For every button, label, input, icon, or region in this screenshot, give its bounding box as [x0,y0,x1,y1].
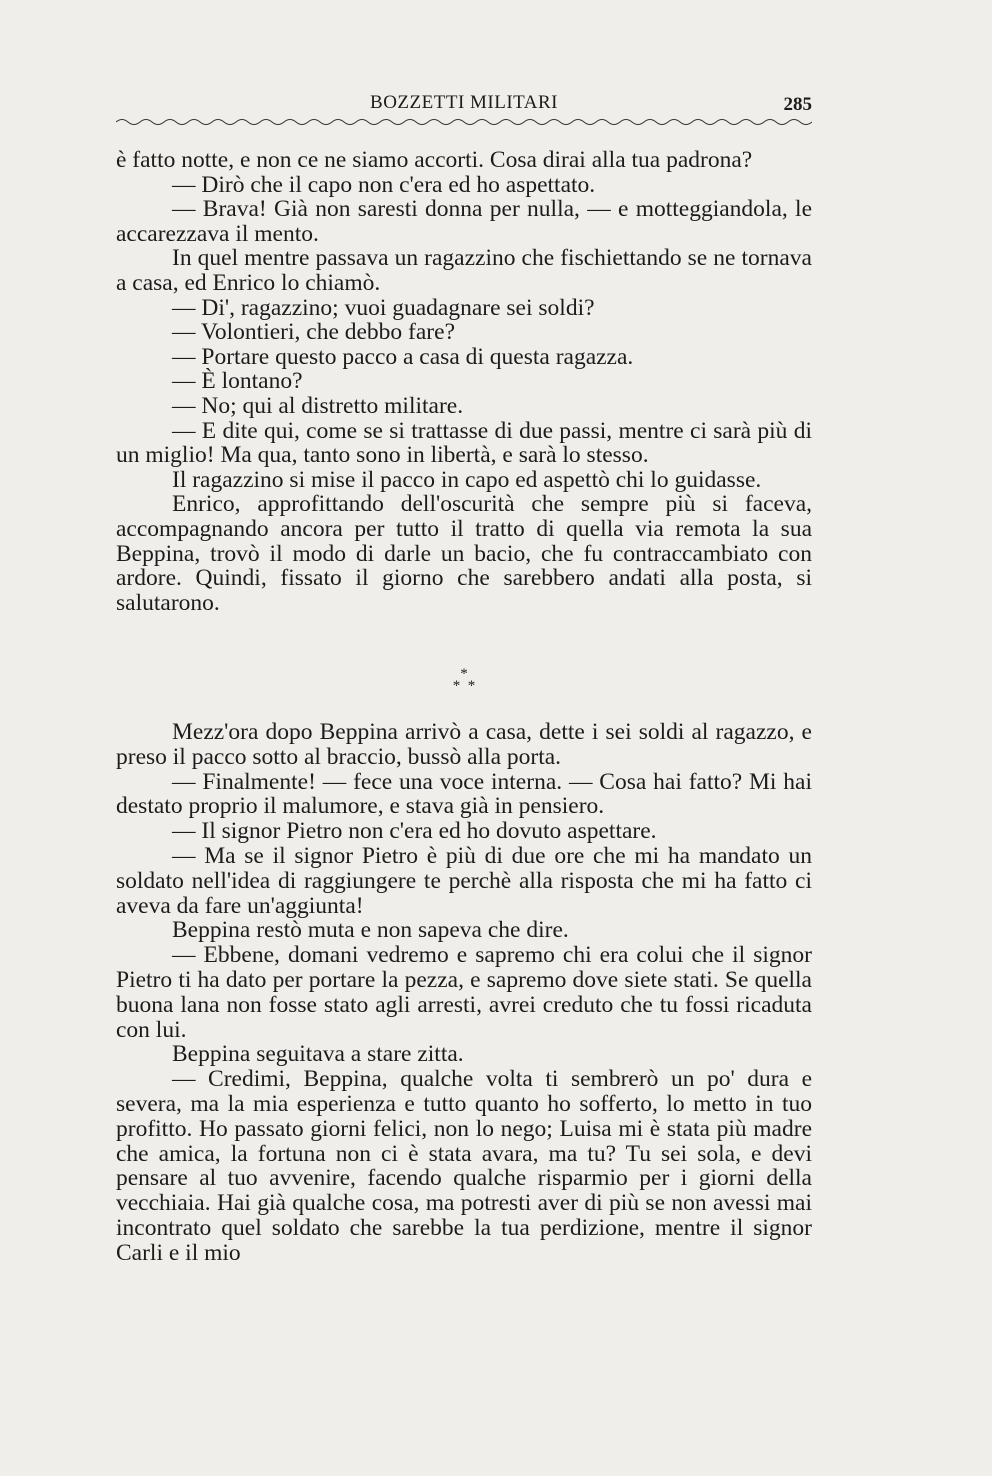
body-text-part2 [116,720,812,1266]
paragraph: — Portare questo pacco a casa di questa ragazza. [172,343,634,370]
page-number: 285 [783,94,812,115]
paragraph: — Dirò che il capo non c'era ed ho aspettato. [172,171,596,198]
paragraph: — Ebbene, domani vedremo e sapremo chi era colui che il signor Pietro ti ha dato per portare la pezza, e sapremo dove siete stati. Se quella buona lana non fosse stato agli arresti, avrei creduto che tu fossi ricaduta con lui. [116,942,812,1043]
body-text-part1 [116,148,812,615]
paragraph: — Volontieri, che debbo fare? [172,319,455,346]
running-title: BOZZETTI MILITARI [370,92,558,113]
paragraph: — È lontano? [172,368,303,395]
paragraph: — Finalmente! — fece una voce interna. — Cosa hai fatto? Mi hai destato proprio il malumore, e stava già in pensiero. [116,768,812,820]
paragraph: — Di', ragazzino; vuoi guadagnare sei soldi? [172,294,595,321]
header-wavy-rule [116,116,812,126]
asterism-bottom: * * [452,678,476,694]
paragraph: In quel mentre passava un ragazzino che fischiettando se ne tornava a casa, ed Enrico lo chiamò. [116,245,812,296]
paragraph: — Il signor Pietro non c'era ed ho dovuto aspettare. [172,818,657,845]
paragraph: Mezz'ora dopo Beppina arrivò a casa, dette i sei soldi al ragazzo, e preso il pacco sotto al braccio, bussò alla porta. [116,719,812,770]
paragraph: è fatto notte, e non ce ne siamo accorti. Cosa dirai alla tua padrona? [116,147,753,173]
section-separator [116,668,812,708]
paragraph: — No; qui al distretto militare. [172,392,464,419]
paragraph: Enrico, approfittando dell'oscurità che sempre più si faceva, accompagnando ancora per tutto il tratto di quella via remota la sua Beppina, trovò il modo di darle un bacio, che fu contraccambiato con ardore. Quindi, fissato il giorno che sarebbero andati alla posta, si salutarono. [116,491,812,616]
paragraph: — E dite qui, come se si trattasse di due passi, mentre ci sarà più di un miglio! Ma qua, tanto sono in libertà, e sarà lo stesso. [116,417,812,469]
paragraph: Il ragazzino si mise il pacco in capo ed aspettò chi lo guidasse. [172,466,762,493]
paragraph: — Ma se il signor Pietro è più di due ore che mi ha mandato un soldato nell'idea di raggiungere te perchè alla risposta che mi ha fatto ci aveva da fare un'aggiunta! [116,842,812,919]
asterism-top: * [460,666,468,682]
paragraph: — Brava! Già non saresti donna per nulla, — e motteggiandola, le accarezzava il mento. [116,196,812,247]
paragraph: — Credimi, Beppina, qualche volta ti sembrerò un po' dura e severa, ma la mia esperienza e tutto quanto ho sofferto, lo metto in tuo profitto. Ho passato giorni felici, non lo nego; Luisa mi è stata più madre che amica, la fortuna non ci è stata avara, ma tu? Tu sei sola, e devi pensare al tuo avvenire, facendo qualche risparmio per i giorni della vecchiaia. Hai già qualche cosa, ma potresti aver di più se non avessi mai incontrato quel soldato che sarebbe la tua perdizione, mentre il signor Carli e il mio [116,1066,812,1266]
paragraph: Beppina seguitava a stare zitta. [172,1041,464,1068]
page-header [116,92,812,118]
paragraph: Beppina restò muta e non sapeva che dire. [172,917,569,944]
